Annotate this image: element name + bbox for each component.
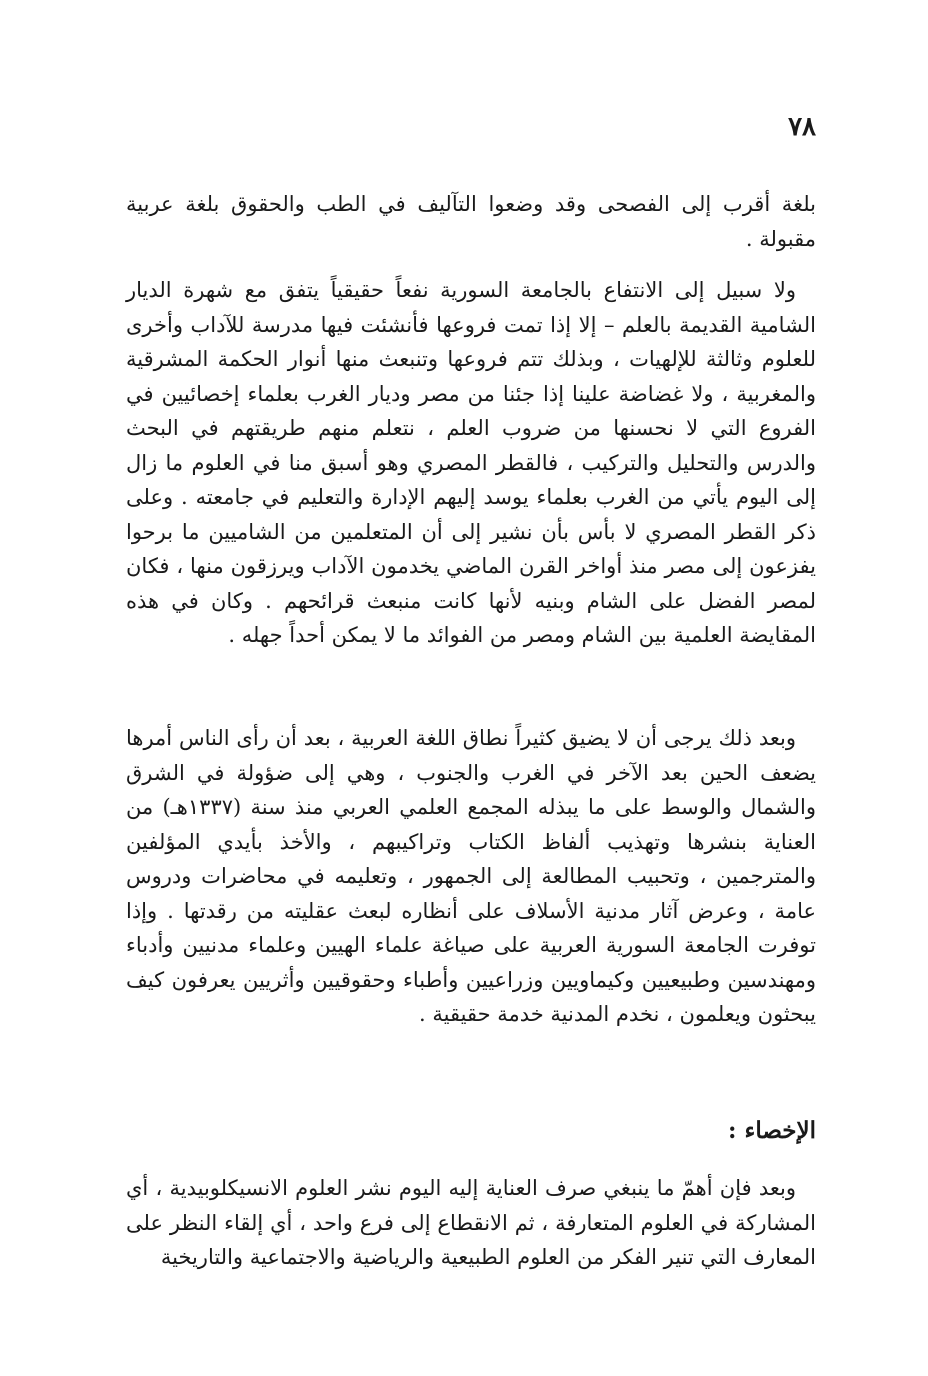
paragraph-continuation: بلغة أقرب إلى الفصحى وقد وضعوا التآليف في الطب والحقوق بلغة عربية مقبولة . bbox=[126, 192, 816, 251]
paragraph-text: وبعد فإن أهمّ ما ينبغي صرف العناية إليه اليوم نشر العلوم الانسيكلوبيدية ، أي المشاركة في العلوم المتعارفة ، ثم الانقطاع إلى فرع واحد ، أي إلقاء النظر على المعارف التي تنير الفكر من العلوم الطبيعية والرياضية والاجتماعية والتاريخية bbox=[126, 1176, 816, 1269]
paragraph-text: ولا سبيل إلى الانتفاع بالجامعة السورية نفعاً حقيقياً يتفق مع شهرة الديار الشامية القديمة بالعلم – إلا إذا تمت فروعها فأنشئت فيها مدرسة للآداب وأخرى للعلوم وثالثة للإلهيات ، وبذلك تتم فروعها وتنبعث منها أنوار الحكمة المشرقية والمغربية ، ولا غضاضة علينا إذا جئنا من مصر وديار الغرب بعلماء إخصائيين في الفروع التي لا نحسنها من ضروب العلم ، نتعلم منهم طريقتهم في البحث والدرس والتحليل والتركيب ، فالقطر المصري وهو أسبق منا في العلوم ما زال إلى اليوم يأتي من الغرب بعلماء يوسد إليهم الإدارة والتعليم في جامعته . وعلى ذكر القطر المصري لا بأس بأن نشير إلى أن المتعلمين من الشاميين ما برحوا يفزعون إلى مصر منذ أواخر القرن الماضي يخدمون الآداب ويرزقون منها ، فكان لمصر الفضل على الشام وبنيه لأنها كانت منبعث قرائحهم . وكان في هذه المقايضة العلمية بين الشام ومصر من الفوائد ما لا يمكن أحداً جهله . bbox=[126, 278, 816, 647]
section-heading-specialization: الإخصاء : bbox=[728, 1117, 816, 1145]
page-number: ٧٨ bbox=[788, 112, 816, 142]
paragraph-arabic-language bbox=[126, 721, 816, 1032]
paragraph-syrian-university bbox=[126, 273, 816, 653]
paragraph-encyclopedic-sciences bbox=[126, 1171, 816, 1275]
paragraph-text: وبعد ذلك يرجى أن لا يضيق كثيراً نطاق اللغة العربية ، بعد أن رأى الناس أمرها يضعف الحين بعد الآخر في الغرب والجنوب ، وهي إلى ضؤولة في الشرق والشمال والوسط على ما يبذله المجمع العلمي العربي منذ سنة (١٣٣٧هـ) من العناية بنشرها وتهذيب ألفاظ الكتاب وتراكيبهم ، والأخذ بأيدي المؤلفين والمترجمين ، وتحبيب المطالعة إلى الجمهور ، وتعليمه في محاضرات ودروس عامة ، وعرض آثار مدنية الأسلاف على أنظاره لبعث عقليته من رقدتها . وإذا توفرت الجامعة السورية العربية على صياغة علماء الهيين وعلماء مدنيين وأدباء ومهندسين وطبيعيين وكيماويين وزراعيين وأطباء وحقوقيين وأثريين يعرفون كيف يبحثون ويعلمون ، نخدم المدنية خدمة حقيقية . bbox=[126, 726, 816, 1026]
